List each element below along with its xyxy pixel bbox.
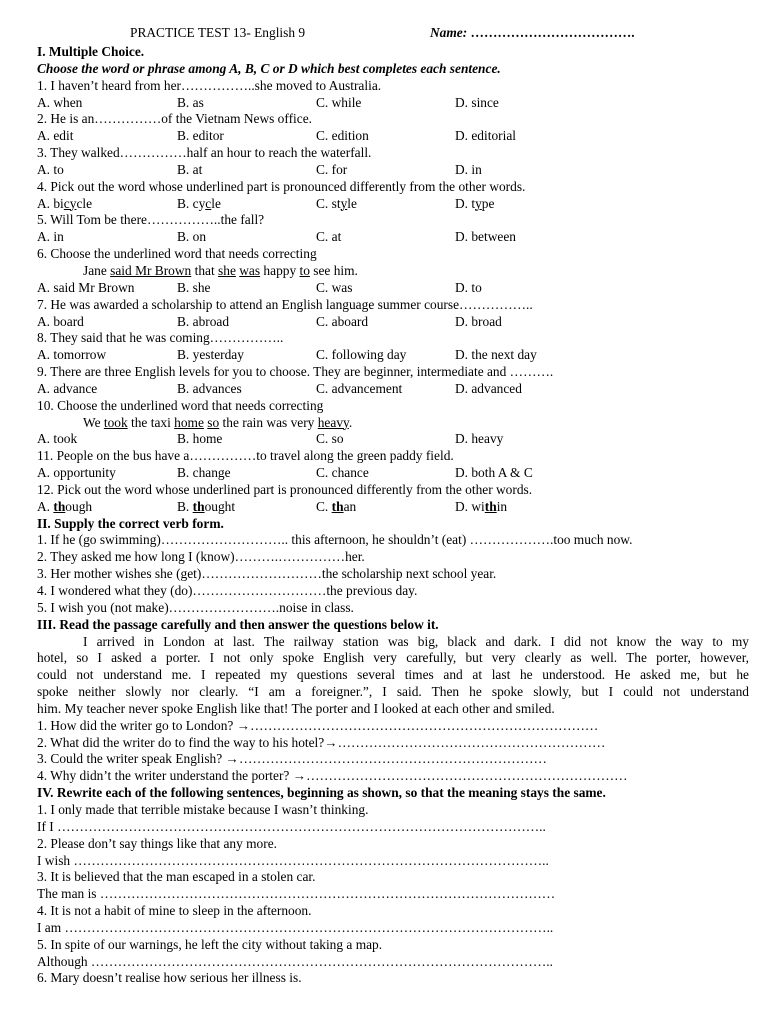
options-row (37, 196, 749, 213)
verb-item: 1. If he (go swimming)……………………….. this afternoon, he shouldn’t (eat) ……………….too much now. (37, 532, 633, 548)
question-stem: 5. Will Tom be there……………..the fall? (37, 212, 265, 228)
rewrite-start: I wish …………………………………………………………………………………………….. (37, 852, 549, 868)
options-row (37, 162, 749, 179)
underlined-letters: y (340, 195, 348, 211)
option-a[interactable]: A. edit (37, 128, 74, 144)
reading-question: 2. What did the writer do to find the way to his hotel?→…………………………………………………… (37, 734, 606, 750)
correction-sentence (37, 415, 749, 432)
option-d[interactable]: D. the next day (455, 347, 537, 363)
option-b[interactable]: B. on (177, 229, 207, 245)
option-c[interactable]: C. chance (316, 465, 369, 481)
option-a[interactable]: A. in (37, 229, 64, 245)
question-stem: 12. Pick out the word whose underlined part is pronounced differently from the other words. (37, 481, 533, 497)
option-c[interactable]: C. was (316, 279, 353, 295)
option-text: an (343, 498, 357, 514)
rewrite-start: Although ………………………………………………………………………………………….. (37, 953, 553, 969)
question-stem: 10. Choose the underlined word that needs correcting (37, 397, 324, 413)
question-stem: 1. I haven’t heard from her……………..she moved to Australia. (37, 77, 382, 93)
reading-passage (37, 634, 749, 718)
option-text: A. bi (37, 195, 64, 211)
option-text: C. (316, 498, 332, 514)
rewrite-prompt: 5. In spite of our warnings, he left the city without taking a map. (37, 936, 383, 952)
passage-line: could not understand me. I repeated my questions several times and at last he understood. He asked me, but he (37, 667, 749, 683)
option-d[interactable] (455, 196, 494, 213)
section-1-heading: I. Multiple Choice. (37, 44, 145, 59)
underlined-word: she (218, 262, 236, 278)
option-b[interactable]: B. at (177, 161, 203, 177)
sentence-text: the rain was very (219, 414, 318, 430)
name-field (430, 22, 635, 44)
worksheet-page (37, 0, 749, 987)
underlined-word: took (103, 414, 128, 430)
question-stem: 7. He was awarded a scholarship to attend an English language summer course…………….. (37, 296, 533, 312)
option-a[interactable] (37, 196, 92, 213)
underlined-letters: th (484, 498, 497, 514)
reading-question: 3. Could the writer speak English? →…………………………………………………………… (37, 751, 547, 767)
question-stem: 8. They said that he was coming…………….. (37, 330, 284, 346)
option-d[interactable]: D. since (455, 94, 499, 110)
options-row (37, 95, 749, 112)
rewrite-prompt: 2. Please don’t say things like that any more. (37, 835, 277, 851)
option-d[interactable]: D. both A & C (455, 465, 533, 481)
option-c[interactable]: C. aboard (316, 313, 369, 329)
option-text: C. st (316, 195, 341, 211)
sentence-text: the taxi (127, 414, 175, 430)
option-b[interactable]: B. she (177, 279, 211, 295)
option-c[interactable]: C. following day (316, 347, 407, 363)
underlined-word: said Mr Brown (110, 262, 192, 278)
option-a[interactable]: A. board (37, 313, 84, 329)
option-c[interactable]: C. while (316, 94, 362, 110)
option-b[interactable]: B. advances (177, 380, 242, 396)
option-text: pe (481, 195, 495, 211)
question-stem: 2. He is an……………of the Vietnam News office. (37, 111, 313, 127)
option-d[interactable]: D. to (455, 279, 482, 295)
rewrite-start: If I ……………………………………………………………………………………………….. (37, 818, 546, 834)
underlined-letters: th (53, 498, 66, 514)
reading-question: 4. Why didn’t the writer understand the porter? →……………………………………………………………… (37, 768, 628, 784)
multiple-choice-list (37, 78, 749, 516)
option-b[interactable]: B. change (177, 465, 231, 481)
correction-sentence (37, 263, 749, 280)
option-text: ough (65, 498, 93, 514)
sentence-text: that (191, 262, 219, 278)
verb-item: 2. They asked me how long I (know)……….……………her. (37, 549, 365, 565)
option-d[interactable]: D. heavy (455, 431, 504, 447)
option-b[interactable] (177, 196, 221, 213)
rewrite-prompt: 3. It is believed that the man escaped in a stolen car. (37, 869, 316, 885)
passage-line: I arrived in London at last. The railway station was big, black and dark. I did not know the way to my (83, 633, 749, 649)
passage-line: spoke neither slowly nor clearly. “I am a foreigner.”, I said. Then he spoke slowly, but I could not understand (37, 684, 749, 700)
option-b[interactable]: B. abroad (177, 313, 230, 329)
underlined-word: heavy (317, 414, 349, 430)
option-d[interactable]: D. broad (455, 313, 502, 329)
option-c[interactable]: C. for (316, 161, 348, 177)
reading-question: 1. How did the writer go to London? →…………………………………………………………………… (37, 717, 599, 733)
option-text: D. t (455, 195, 476, 211)
verb-item: 4. I wondered what they (do)…………………………the previous day. (37, 583, 418, 598)
underlined-word: was (239, 262, 261, 278)
section-4-heading: IV. Rewrite each of the following sentences, beginning as shown, so that the meaning stays the same. (37, 785, 606, 801)
question-stem: 4. Pick out the word whose underlined part is pronounced differently from the other words. (37, 178, 526, 194)
underlined-letters: th (331, 498, 344, 514)
option-a[interactable]: A. took (37, 431, 78, 447)
option-d[interactable]: D. between (455, 229, 516, 245)
worksheet-header (37, 22, 749, 44)
underlined-letters: c (205, 195, 212, 211)
option-d[interactable]: D. in (455, 161, 482, 177)
section-1-instruction: Choose the word or phrase among A, B, C or D which best completes each sentence. (37, 60, 501, 76)
sentence-text: Jane (83, 262, 111, 278)
option-text: B. (177, 498, 193, 514)
passage-line: him. My teacher never spoke English like that! The porter and I looked at each other and smiled. (37, 700, 555, 716)
option-c[interactable]: C. at (316, 229, 342, 245)
sentence-text: happy (260, 262, 300, 278)
option-a[interactable] (37, 499, 92, 516)
options-row (37, 280, 749, 297)
passage-line: hotel, so I asked a porter. I not only spoke English very carefully, but very clearly as well. The porter, however, (37, 650, 749, 666)
question-stem: 11. People on the bus have a……………to travel along the green paddy field. (37, 448, 454, 464)
option-text: le (347, 195, 357, 211)
section-2-heading: II. Supply the correct verb form. (37, 515, 224, 531)
options-row (37, 431, 749, 448)
option-c[interactable]: C. advancement (316, 380, 403, 396)
rewrite-prompt: 1. I only made that terrible mistake because I wasn’t thinking. (37, 801, 369, 817)
option-text: B. cy (177, 195, 206, 211)
option-a[interactable]: A. to (37, 161, 64, 177)
option-c[interactable]: C. so (316, 431, 344, 447)
options-row (37, 128, 749, 145)
rewrite-start: The man is ………………………………………………………………………………………… (37, 886, 556, 902)
underlined-word: so (207, 414, 220, 430)
option-a[interactable]: A. said Mr Brown (37, 279, 135, 295)
option-b[interactable]: B. home (177, 431, 223, 447)
option-d[interactable]: D. editorial (455, 128, 516, 144)
options-row (37, 465, 749, 482)
option-text: D. wi (455, 498, 485, 514)
sentence-text: We (83, 414, 104, 430)
underlined-letters: y (475, 195, 482, 211)
option-text: cle (76, 195, 93, 211)
question-stem: 3. They walked……………half an hour to reach the waterfall. (37, 145, 372, 161)
rewrite-prompt: 4. It is not a habit of mine to sleep in the afternoon. (37, 903, 312, 919)
option-c[interactable] (316, 499, 356, 516)
sentence-text: see him. (309, 262, 358, 278)
options-row (37, 347, 749, 364)
sentence-text: . (348, 414, 353, 430)
underlined-letters: cy (63, 195, 77, 211)
test-title: PRACTICE TEST 13- English 9 (130, 25, 306, 40)
section-3-heading: III. Read the passage carefully and then answer the questions below it. (37, 616, 439, 632)
option-b[interactable]: B. yesterday (177, 347, 244, 363)
rewrite-start: I am ……………………………………………………………………………………………….. (37, 919, 554, 935)
option-a[interactable]: A. advance (37, 380, 98, 396)
option-text: le (211, 195, 221, 211)
option-d[interactable] (455, 499, 507, 516)
underlined-word: to (299, 262, 310, 278)
options-row (37, 499, 749, 516)
option-a[interactable]: A. when (37, 94, 83, 110)
options-row (37, 314, 749, 331)
options-row (37, 381, 749, 398)
option-d[interactable]: D. advanced (455, 380, 522, 396)
option-b[interactable]: B. as (177, 94, 204, 110)
verb-item: 3. Her mother wishes she (get)………………………the scholarship next school year. (37, 566, 497, 582)
options-row (37, 229, 749, 246)
option-b[interactable]: B. editor (177, 128, 224, 144)
question-stem: 6. Choose the underlined word that needs correcting (37, 246, 317, 262)
question-stem: 9. There are three English levels for you to choose. They are beginner, intermediate and ………. (37, 364, 554, 380)
option-text: in (496, 498, 508, 514)
option-a[interactable]: A. tomorrow (37, 347, 107, 363)
option-a[interactable]: A. opportunity (37, 465, 116, 481)
name-blank: ………………………………. (470, 25, 635, 40)
option-c[interactable]: C. edition (316, 128, 369, 144)
option-text: ought (204, 498, 236, 514)
rewrite-prompt: 6. Mary doesn’t realise how serious her illness is. (37, 970, 302, 986)
option-text: A. (37, 498, 54, 514)
verb-item: 5. I wish you (not make)…………………….noise in class. (37, 599, 354, 615)
underlined-letters: th (192, 498, 205, 514)
underlined-word: home (174, 414, 204, 430)
option-c[interactable] (316, 196, 357, 213)
name-label: Name: (430, 25, 468, 40)
option-b[interactable] (177, 499, 235, 516)
